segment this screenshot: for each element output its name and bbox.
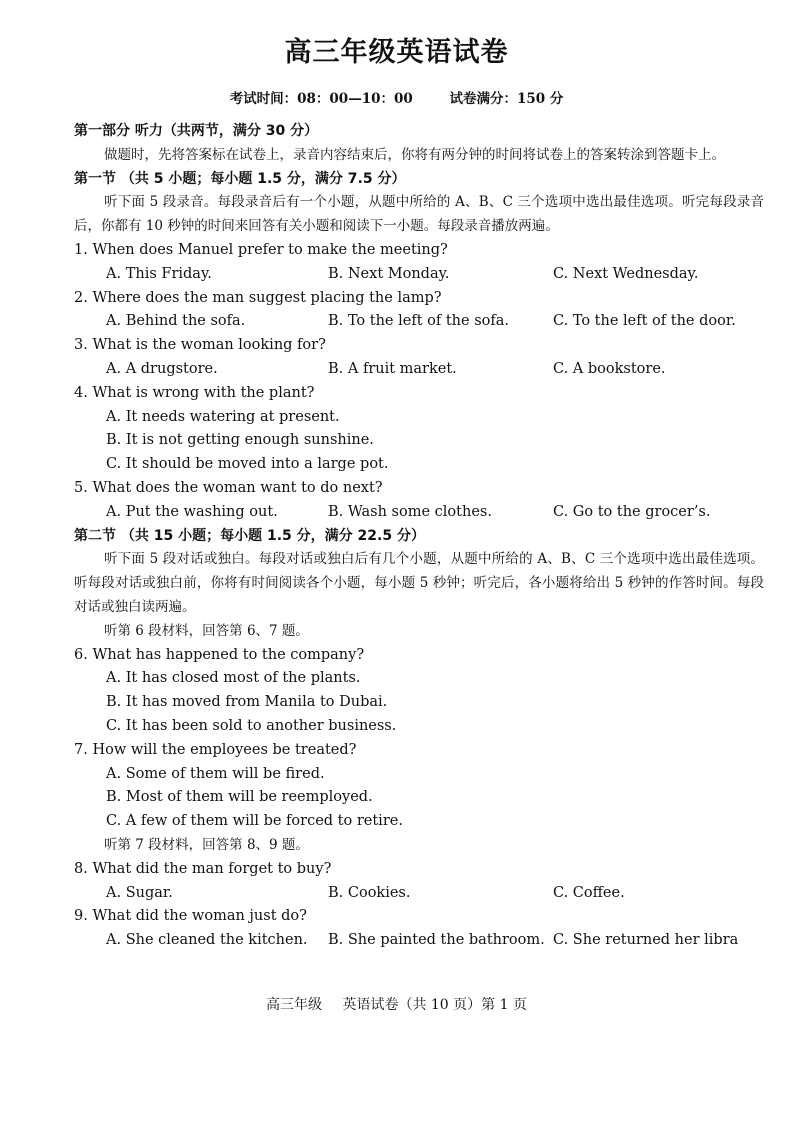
option-a: A. Sugar. [106,884,173,901]
material-note-7: 听第 7 段材料，回答第 8、9 题。 [104,836,309,853]
option-b: B. It has moved from Manila to Dubai. [106,694,388,711]
option-b: B. It is not getting enough sunshine. [106,432,374,449]
question-9: 9. What did the woman just do? [74,908,307,925]
question-6: 6. What has happened to the company? [74,646,365,663]
question-5: 5. What does the woman want to do next? [74,479,383,496]
part1-instruction: 做题时，先将答案标在试卷上，录音内容结束后，你将有两分钟的时间将试卷上的答案转涂到答题卡上。 [104,146,725,163]
option-a: A. A drugstore. [106,360,218,377]
question-5-options [74,501,764,525]
option-c: C. To the left of the door. [553,313,736,330]
option-b: B. Most of them will be reemployed. [106,789,373,806]
option-a: A. Behind the sofa. [106,313,246,330]
question-8-options [74,882,764,906]
footer-grade: 高三年级 [266,997,322,1013]
question-7: 7. How will the employees be treated? [74,741,357,758]
question-8: 8. What did the man forget to buy? [74,860,332,877]
option-c: C. Go to the grocer’s. [553,503,711,520]
option-a: A. It has closed most of the plants. [106,670,361,687]
option-b: B. She painted the bathroom. [328,932,545,949]
question-1-options [74,263,764,287]
question-4: 4. What is wrong with the plant? [74,384,315,401]
option-a: A. This Friday. [106,265,212,282]
option-a: A. Some of them will be fired. [106,765,325,782]
option-b: B. Next Monday. [328,265,450,282]
question-9-options [74,929,764,953]
question-2-options [74,310,764,334]
question-1: 1. When does Manuel prefer to make the meeting? [74,241,448,258]
option-c: C. Coffee. [553,884,625,901]
material-note-6: 听第 6 段材料，回答第 6、7 题。 [104,622,309,639]
option-a: A. It needs watering at present. [106,408,340,425]
part1-heading: 第一部分 听力（共两节，满分 30 分） [74,123,319,139]
section2-heading: 第二节 （共 15 小题；每小题 1.5 分，满分 22.5 分） [74,527,425,544]
option-c: C. It should be moved into a large pot. [106,456,389,473]
exam-time: 考试时间：08：00—10：00 [229,91,413,107]
question-2: 2. Where does the man suggest placing the lamp? [74,289,442,306]
option-b: B. To the left of the sofa. [328,313,509,330]
section2-instruction: 听下面 5 段对话或独白。每段对话或独白后有几个小题，从题中所给的 A、B、C 三个选项中选出最佳选项。听每段对话或独白前，你将有时间阅读各个小题，每小题 5 秒钟；听完后，各小题将给出 5 秒钟的作答时间。每段对话或独白读两遍。 [74,551,764,615]
option-c: C. She returned her libra [553,932,739,949]
option-b: B. Cookies. [328,884,411,901]
option-b: B. Wash some clothes. [328,503,492,520]
exam-score: 试卷满分：150 分 [449,91,564,107]
exam-content [74,120,764,953]
option-c: C. A few of them will be forced to retire. [106,813,403,830]
section1-instruction: 听下面 5 段录音。每段录音后有一个小题，从题中所给的 A、B、C 三个选项中选出最佳选项。听完每段录音后，你都有 10 秒钟的时间来回答有关小题和阅读下一小题。每段录音播放两遍。 [74,194,764,235]
option-a: A. Put the washing out. [106,503,278,520]
section1-heading: 第一节 （共 5 小题；每小题 1.5 分，满分 7.5 分） [74,170,406,187]
page-footer [0,994,793,1014]
option-c: C. It has been sold to another business. [106,717,397,734]
question-3-options [74,358,764,382]
question-3: 3. What is the woman looking for? [74,337,326,354]
option-c: C. Next Wednesday. [553,265,699,282]
page-title: 高三年级英语试卷 [284,37,509,68]
option-a: A. She cleaned the kitchen. [106,932,308,949]
option-c: C. A bookstore. [553,360,666,377]
exam-meta [0,87,793,107]
option-b: B. A fruit market. [328,360,457,377]
footer-page-info: 英语试卷（共 10 页）第 1 页 [342,997,527,1013]
